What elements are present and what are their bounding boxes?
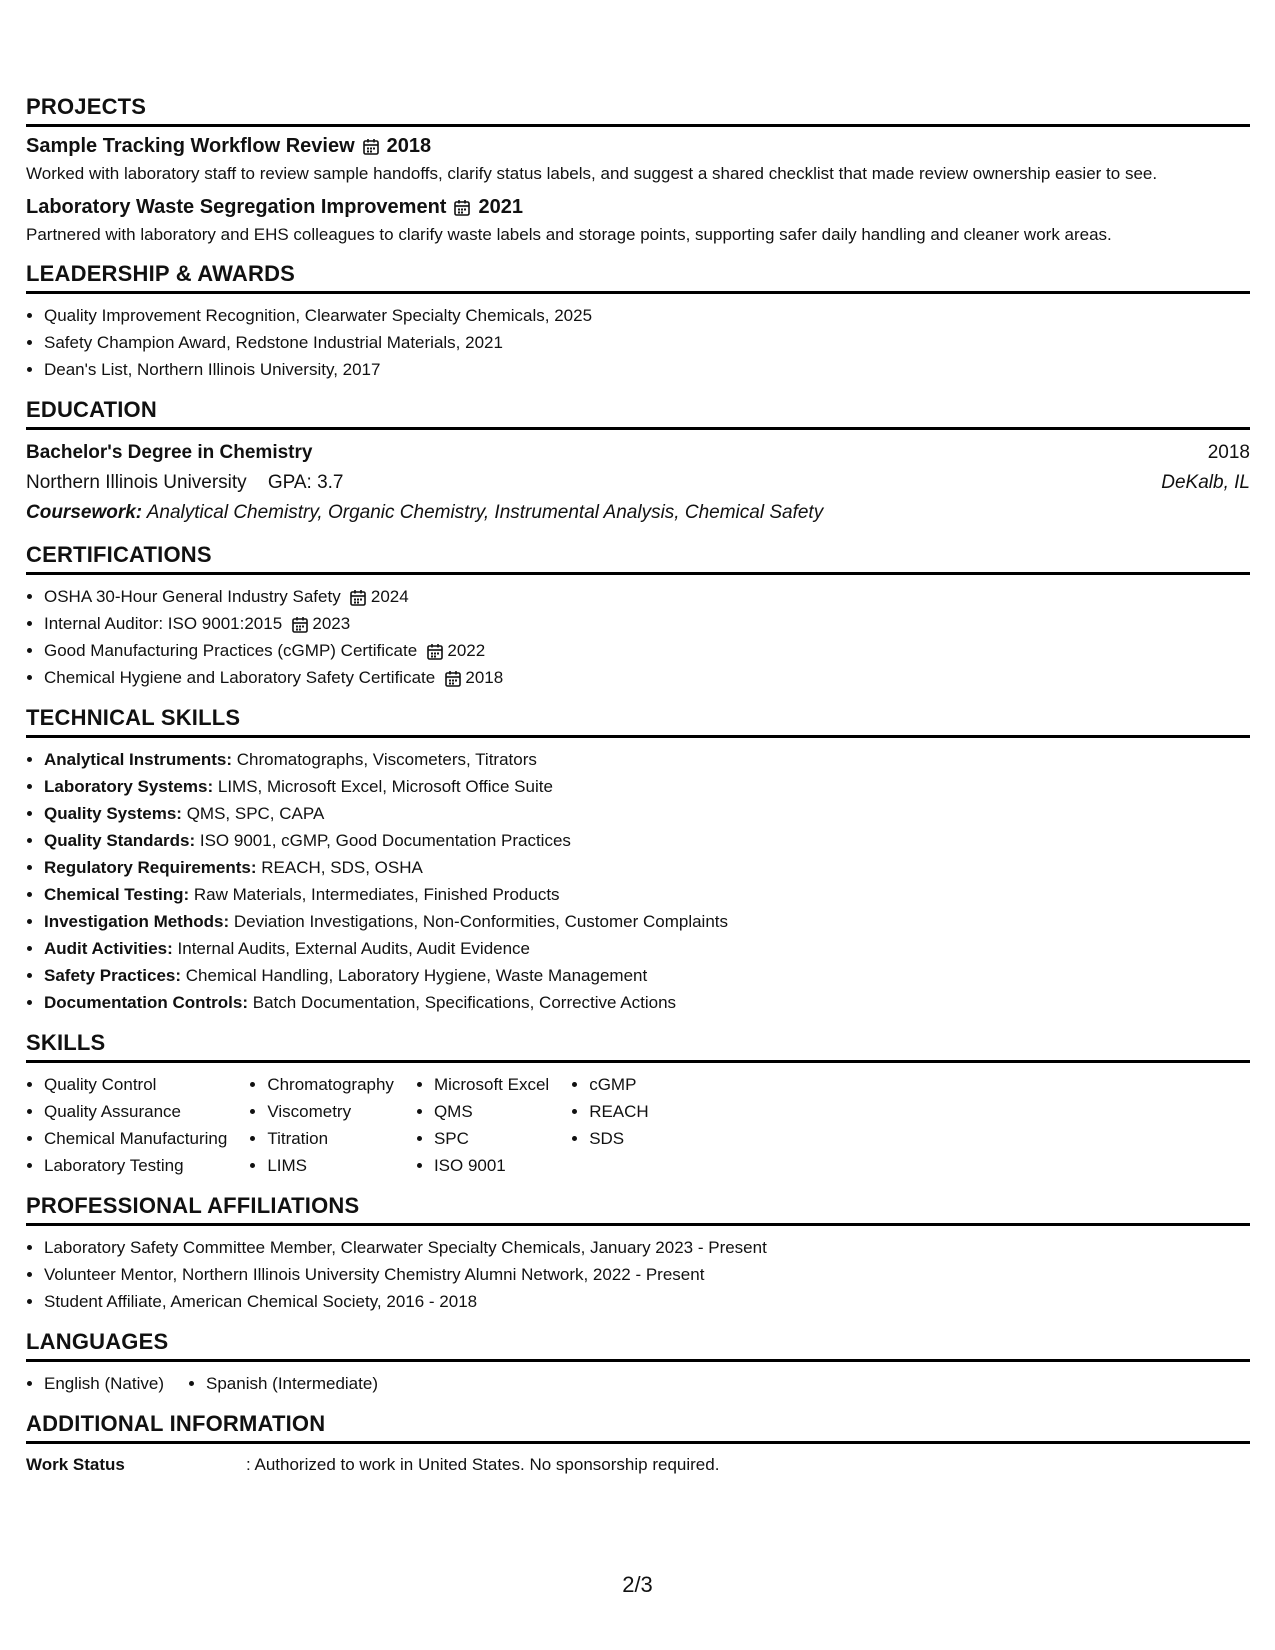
project-description: Partnered with laboratory and EHS colleagues to clarify waste labels and storage points, supporting safer daily handling and cleaner work areas. bbox=[26, 225, 1112, 244]
skill-item: • REACH bbox=[589, 1098, 649, 1125]
skill-category: Quality Standards: bbox=[44, 831, 196, 850]
education-section bbox=[26, 397, 1250, 528]
certification-name: Chemical Hygiene and Laboratory Safety Certificate bbox=[44, 668, 436, 687]
skill-item: • Quality Control bbox=[44, 1071, 227, 1098]
calendar-icon bbox=[427, 643, 443, 660]
skill-item: • Quality Assurance bbox=[44, 1098, 227, 1125]
affiliations-section bbox=[26, 1193, 1250, 1315]
skill-item: • SPC bbox=[434, 1125, 549, 1152]
list-item: • Quality Improvement Recognition, Clearwater Specialty Chemicals, 2025 bbox=[44, 302, 1250, 329]
school-location: DeKalb, IL bbox=[1161, 472, 1250, 493]
skills-section bbox=[26, 1030, 1250, 1179]
skill-category: Chemical Testing: bbox=[44, 885, 190, 904]
technical-skill-item bbox=[44, 962, 1250, 989]
certification-year: 2018 bbox=[465, 668, 504, 687]
skill-item: • Titration bbox=[267, 1125, 394, 1152]
skill-item: • ISO 9001 bbox=[434, 1152, 549, 1179]
skill-values: Raw Materials, Intermediates, Finished Products bbox=[193, 885, 560, 904]
skill-values: Chromatographs, Viscometers, Titrators bbox=[236, 750, 537, 769]
skills-column bbox=[571, 1071, 649, 1179]
project-description: Worked with laboratory staff to review sample handoffs, clarify status labels, and suggest a shared checklist that made review ownership easier to see. bbox=[26, 164, 1158, 183]
project-item bbox=[26, 135, 1250, 186]
skill-values: REACH, SDS, OSHA bbox=[261, 858, 423, 877]
skills-column bbox=[249, 1071, 394, 1179]
certifications-section bbox=[26, 542, 1250, 691]
section-title-leadership: LEADERSHIP & AWARDS bbox=[26, 261, 1250, 294]
skill-item: • QMS bbox=[434, 1098, 549, 1125]
certification-year: 2023 bbox=[312, 614, 351, 633]
calendar-icon bbox=[363, 138, 379, 155]
certification-year: 2022 bbox=[447, 641, 486, 660]
certification-item bbox=[44, 637, 1250, 664]
graduation-year: 2018 bbox=[1207, 442, 1250, 463]
skill-item: • Chemical Manufacturing bbox=[44, 1125, 227, 1152]
skill-item: • Chromatography bbox=[267, 1071, 394, 1098]
calendar-icon bbox=[454, 199, 470, 216]
list-item: • Dean's List, Northern Illinois University, 2017 bbox=[44, 356, 1250, 383]
technical-skill-item bbox=[44, 881, 1250, 908]
skill-item: • Microsoft Excel bbox=[434, 1071, 549, 1098]
list-item: • Volunteer Mentor, Northern Illinois University Chemistry Alumni Network, 2022 - Present bbox=[44, 1261, 1250, 1288]
language-item: • English (Native) bbox=[44, 1370, 164, 1397]
skill-category: Investigation Methods: bbox=[44, 912, 230, 931]
work-status-label: Work Status bbox=[26, 1455, 125, 1474]
skills-column bbox=[416, 1071, 549, 1179]
skill-category: Laboratory Systems: bbox=[44, 777, 214, 796]
technical-skill-item bbox=[44, 800, 1250, 827]
list-item: • Safety Champion Award, Redstone Industrial Materials, 2021 bbox=[44, 329, 1250, 356]
skill-values: Internal Audits, External Audits, Audit Evidence bbox=[177, 939, 531, 958]
technical-skill-item bbox=[44, 827, 1250, 854]
list-item: • Student Affiliate, American Chemical Society, 2016 - 2018 bbox=[44, 1288, 1250, 1315]
resume-page bbox=[26, 94, 1250, 1492]
project-year: 2021 bbox=[478, 196, 523, 218]
technical-skill-item bbox=[44, 935, 1250, 962]
skill-values: Chemical Handling, Laboratory Hygiene, Waste Management bbox=[185, 966, 648, 985]
technical-skill-item bbox=[44, 746, 1250, 773]
technical-skill-item bbox=[44, 908, 1250, 935]
certification-item bbox=[44, 610, 1250, 637]
certification-name: Good Manufacturing Practices (cGMP) Certificate bbox=[44, 641, 418, 660]
skill-values: QMS, SPC, CAPA bbox=[186, 804, 325, 823]
skills-columns bbox=[26, 1071, 1250, 1179]
coursework bbox=[26, 498, 1250, 528]
list-item: • Laboratory Safety Committee Member, Clearwater Specialty Chemicals, January 2023 - Present bbox=[44, 1234, 1250, 1261]
section-title-additional-info: ADDITIONAL INFORMATION bbox=[26, 1411, 1250, 1444]
skills-column bbox=[26, 1071, 227, 1179]
section-title-affiliations: PROFESSIONAL AFFILIATIONS bbox=[26, 1193, 1250, 1226]
technical-skills-section bbox=[26, 705, 1250, 1016]
languages-section bbox=[26, 1329, 1250, 1397]
certification-name: OSHA 30-Hour General Industry Safety bbox=[44, 587, 341, 606]
skill-values: Batch Documentation, Specifications, Corrective Actions bbox=[252, 993, 677, 1012]
coursework-list: Analytical Chemistry, Organic Chemistry, Instrumental Analysis, Chemical Safety bbox=[146, 502, 824, 523]
projects-section bbox=[26, 94, 1250, 247]
skill-category: Quality Systems: bbox=[44, 804, 182, 823]
section-title-technical-skills: TECHNICAL SKILLS bbox=[26, 705, 1250, 738]
section-title-languages: LANGUAGES bbox=[26, 1329, 1250, 1362]
skill-item: • SDS bbox=[589, 1125, 649, 1152]
project-item bbox=[26, 196, 1250, 247]
skill-category: Safety Practices: bbox=[44, 966, 182, 985]
technical-skill-item bbox=[44, 854, 1250, 881]
skill-category: Regulatory Requirements: bbox=[44, 858, 257, 877]
technical-skill-item bbox=[44, 773, 1250, 800]
skill-values: LIMS, Microsoft Excel, Microsoft Office Suite bbox=[217, 777, 553, 796]
certification-item bbox=[44, 583, 1250, 610]
section-title-certifications: CERTIFICATIONS bbox=[26, 542, 1250, 575]
skill-values: ISO 9001, cGMP, Good Documentation Practices bbox=[199, 831, 571, 850]
certification-year: 2024 bbox=[370, 587, 409, 606]
skill-item: • Laboratory Testing bbox=[44, 1152, 227, 1179]
technical-skill-item bbox=[44, 989, 1250, 1016]
calendar-icon bbox=[445, 670, 461, 687]
skill-item: • LIMS bbox=[267, 1152, 394, 1179]
section-title-education: EDUCATION bbox=[26, 397, 1250, 430]
certification-name: Internal Auditor: ISO 9001:2015 bbox=[44, 614, 283, 633]
work-status-value: : Authorized to work in United States. No sponsorship required. bbox=[246, 1455, 720, 1474]
additional-info-section bbox=[26, 1411, 1250, 1478]
skill-item: • cGMP bbox=[589, 1071, 649, 1098]
school-name: Northern Illinois University bbox=[26, 472, 247, 493]
certification-item bbox=[44, 664, 1250, 691]
calendar-icon bbox=[292, 616, 308, 633]
skill-values: Deviation Investigations, Non-Conformities, Customer Complaints bbox=[233, 912, 729, 931]
gpa: GPA: 3.7 bbox=[267, 472, 344, 493]
language-item: • Spanish (Intermediate) bbox=[206, 1370, 378, 1397]
leadership-section bbox=[26, 261, 1250, 383]
skill-category: Analytical Instruments: bbox=[44, 750, 232, 769]
page-number: 2/3 bbox=[622, 1572, 653, 1597]
project-name: Laboratory Waste Segregation Improvement bbox=[26, 196, 447, 218]
skill-item: • Viscometry bbox=[267, 1098, 394, 1125]
skill-category: Audit Activities: bbox=[44, 939, 173, 958]
section-title-projects: PROJECTS bbox=[26, 94, 1250, 127]
skill-category: Documentation Controls: bbox=[44, 993, 248, 1012]
project-name: Sample Tracking Workflow Review bbox=[26, 135, 355, 157]
section-title-skills: SKILLS bbox=[26, 1030, 1250, 1063]
project-year: 2018 bbox=[386, 135, 432, 157]
calendar-icon bbox=[350, 589, 366, 606]
coursework-label: Coursework: bbox=[26, 502, 143, 523]
degree: Bachelor's Degree in Chemistry bbox=[26, 442, 313, 463]
